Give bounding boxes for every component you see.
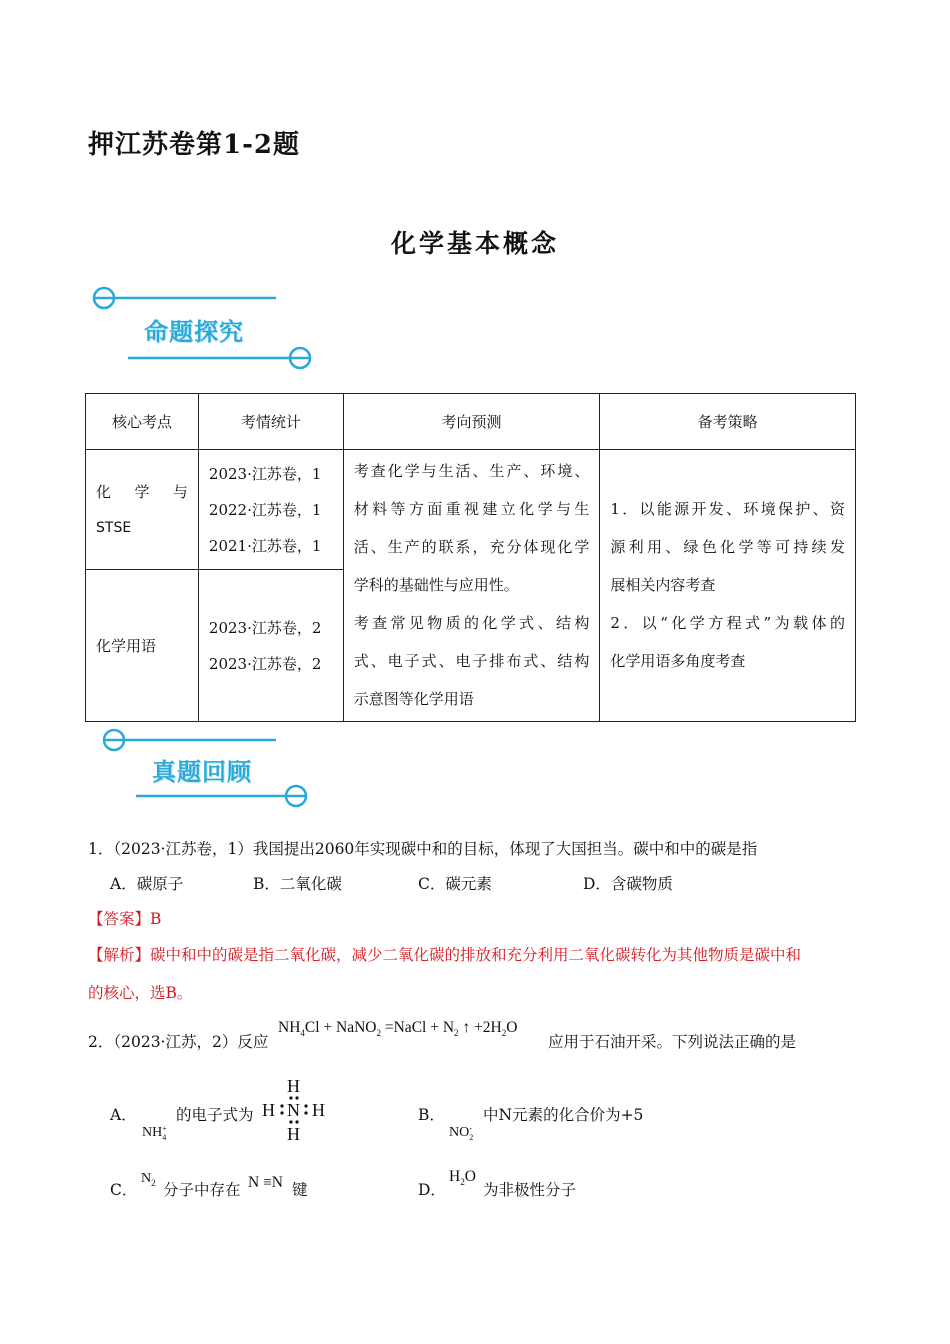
q2-option-d-text: 为非极性分子	[483, 1181, 577, 1199]
topic-chem-terms-label: 化学用语	[96, 637, 157, 655]
header-core-topic: 核心考点	[86, 394, 199, 450]
header-forecast: 考向预测	[343, 394, 600, 450]
species-text: N	[141, 1171, 152, 1186]
q2-option-c-tail: 键	[292, 1181, 308, 1199]
species-text: NH	[142, 1125, 163, 1140]
stats-chem-terms	[198, 570, 343, 722]
atom-h: H	[262, 1100, 275, 1120]
analysis-text: 碳中和中的碳是指二氧化碳，减少二氧化碳的排放和充分利用二氧化碳转化为其他物质是碳中和	[150, 946, 802, 964]
strategy-line: 展相关内容考查	[610, 576, 716, 594]
banner-review-text: 真题回顾	[152, 758, 252, 786]
atom-n: N	[287, 1100, 300, 1120]
banner-explore-text: 命题探究	[144, 318, 244, 346]
eq-part: O	[506, 1019, 518, 1036]
stat-entry: 2023·江苏卷，2	[208, 654, 322, 673]
q2-option-c-bond: N ≡N	[248, 1174, 284, 1191]
stat-entry: 2022·江苏卷，1	[208, 500, 322, 519]
electron-dot-structure	[260, 1076, 330, 1146]
q1-analysis	[88, 944, 801, 966]
answer-value: B	[150, 910, 162, 928]
q2-option-d-species	[449, 1166, 476, 1193]
species-text: NO	[449, 1125, 470, 1140]
q1-option-b: B．二氧化碳	[253, 875, 342, 893]
forecast-line: 活、生产的联系，充分体现化学	[353, 538, 590, 556]
q2-option-b-species	[449, 1122, 473, 1144]
header-strategy: 备考策略	[600, 394, 856, 450]
forecast-line: 学科的基础性与应用性。	[353, 576, 519, 594]
table-row	[86, 450, 856, 570]
q1-option-d: D．含碳物质	[583, 875, 673, 893]
q2-option-a-label: A．	[110, 1106, 137, 1124]
forecast-line: 式、电子式、电子排布式、结构	[353, 652, 590, 670]
eq-sub: 4	[300, 1028, 305, 1039]
q2-stem-suffix: 应用于石油开采。下列说法正确的是	[548, 1033, 797, 1051]
eq-part: ↑ +2H	[458, 1019, 502, 1036]
topic-stse-char: 与	[172, 482, 188, 501]
stat-entry: 2023·江苏卷，2	[208, 618, 322, 637]
q2-option-b-text: 中N元素的化合价为+5	[483, 1106, 644, 1124]
species-sub: 2	[469, 1132, 474, 1142]
species-sup: -	[469, 1123, 472, 1133]
q2-option-a-species	[142, 1122, 167, 1144]
eq-sub: 2	[454, 1028, 459, 1039]
eq-part: =NaCl + N	[381, 1019, 455, 1036]
q2-option-c-label: C．	[110, 1181, 138, 1199]
q1-answer	[88, 908, 161, 930]
table-header-row	[86, 394, 856, 450]
answer-tag: 【答案】	[88, 910, 151, 928]
q2-equation	[278, 1017, 517, 1044]
species-sub: 2	[151, 1177, 156, 1188]
eq-part: Cl + NaNO	[304, 1019, 377, 1036]
strategy-line: 源利用、绿色化学等可持续发	[610, 538, 845, 556]
topic-chem-terms	[86, 570, 199, 722]
forecast-line: 考查化学与生活、生产、环境、	[353, 462, 590, 480]
atom-h: H	[287, 1124, 300, 1144]
summary-table	[85, 393, 856, 722]
analysis-tag: 【解析】	[88, 946, 151, 964]
species-text: H	[449, 1168, 461, 1185]
strategy-cell	[600, 450, 856, 722]
q2-option-d-label: D．	[418, 1181, 446, 1199]
banner-explore	[90, 282, 330, 382]
eq-sub: 2	[376, 1028, 381, 1039]
strategy-line: 2．以“化学方程式”为载体的	[610, 614, 845, 632]
topic-stse-char: 化	[96, 482, 112, 501]
strategy-line: 1．以能源开发、环境保护、资	[610, 500, 845, 518]
q2-option-a-text: 的电子式为	[176, 1106, 254, 1124]
q1-stem: 1．（2023·江苏卷，1）我国提出2060年实现碳中和的目标，体现了大国担当。碳中和中的碳是指	[88, 840, 758, 858]
species-text: O	[464, 1168, 476, 1185]
q2-option-b-label: B．	[418, 1106, 445, 1124]
species-sub: 2	[460, 1177, 465, 1188]
banner-review	[100, 722, 340, 822]
q2-option-c-text: 分子中存在	[163, 1181, 241, 1199]
q1-option-c: C．碳元素	[418, 875, 492, 893]
forecast-line: 考查常见物质的化学式、结构	[353, 614, 590, 632]
q1-analysis-cont: 的核心，选B。	[88, 984, 193, 1002]
eq-sub: 2	[501, 1028, 507, 1039]
electron-dots-icon	[260, 1076, 330, 1146]
stat-entry: 2023·江苏卷，1	[208, 464, 322, 483]
species-sub: 4	[162, 1132, 167, 1142]
forecast-line: 示意图等化学用语	[353, 690, 474, 708]
header-statistics: 考情统计	[198, 394, 343, 450]
page-title: 押江苏卷第1-2题	[88, 130, 300, 160]
topic-stse-label: STSE	[96, 519, 132, 536]
topic-stse	[86, 450, 199, 570]
stats-stse	[198, 450, 343, 570]
strategy-line: 化学用语多角度考查	[610, 652, 746, 670]
eq-part: NH	[278, 1019, 301, 1036]
stat-entry: 2021·江苏卷，1	[208, 536, 322, 555]
forecast-cell	[343, 450, 600, 722]
forecast-line: 材料等方面重视建立化学与生	[353, 500, 590, 518]
atom-h: H	[287, 1076, 300, 1096]
topic-stse-char: 学	[134, 482, 150, 501]
species-sup: +	[162, 1123, 167, 1133]
q1-option-a: A．碳原子	[110, 875, 184, 893]
section-heading: 化学基本概念	[390, 229, 559, 258]
q2-option-c-species	[141, 1168, 156, 1194]
atom-h: H	[312, 1100, 325, 1120]
q2-stem-prefix: 2．（2023·江苏，2）反应	[88, 1033, 269, 1051]
